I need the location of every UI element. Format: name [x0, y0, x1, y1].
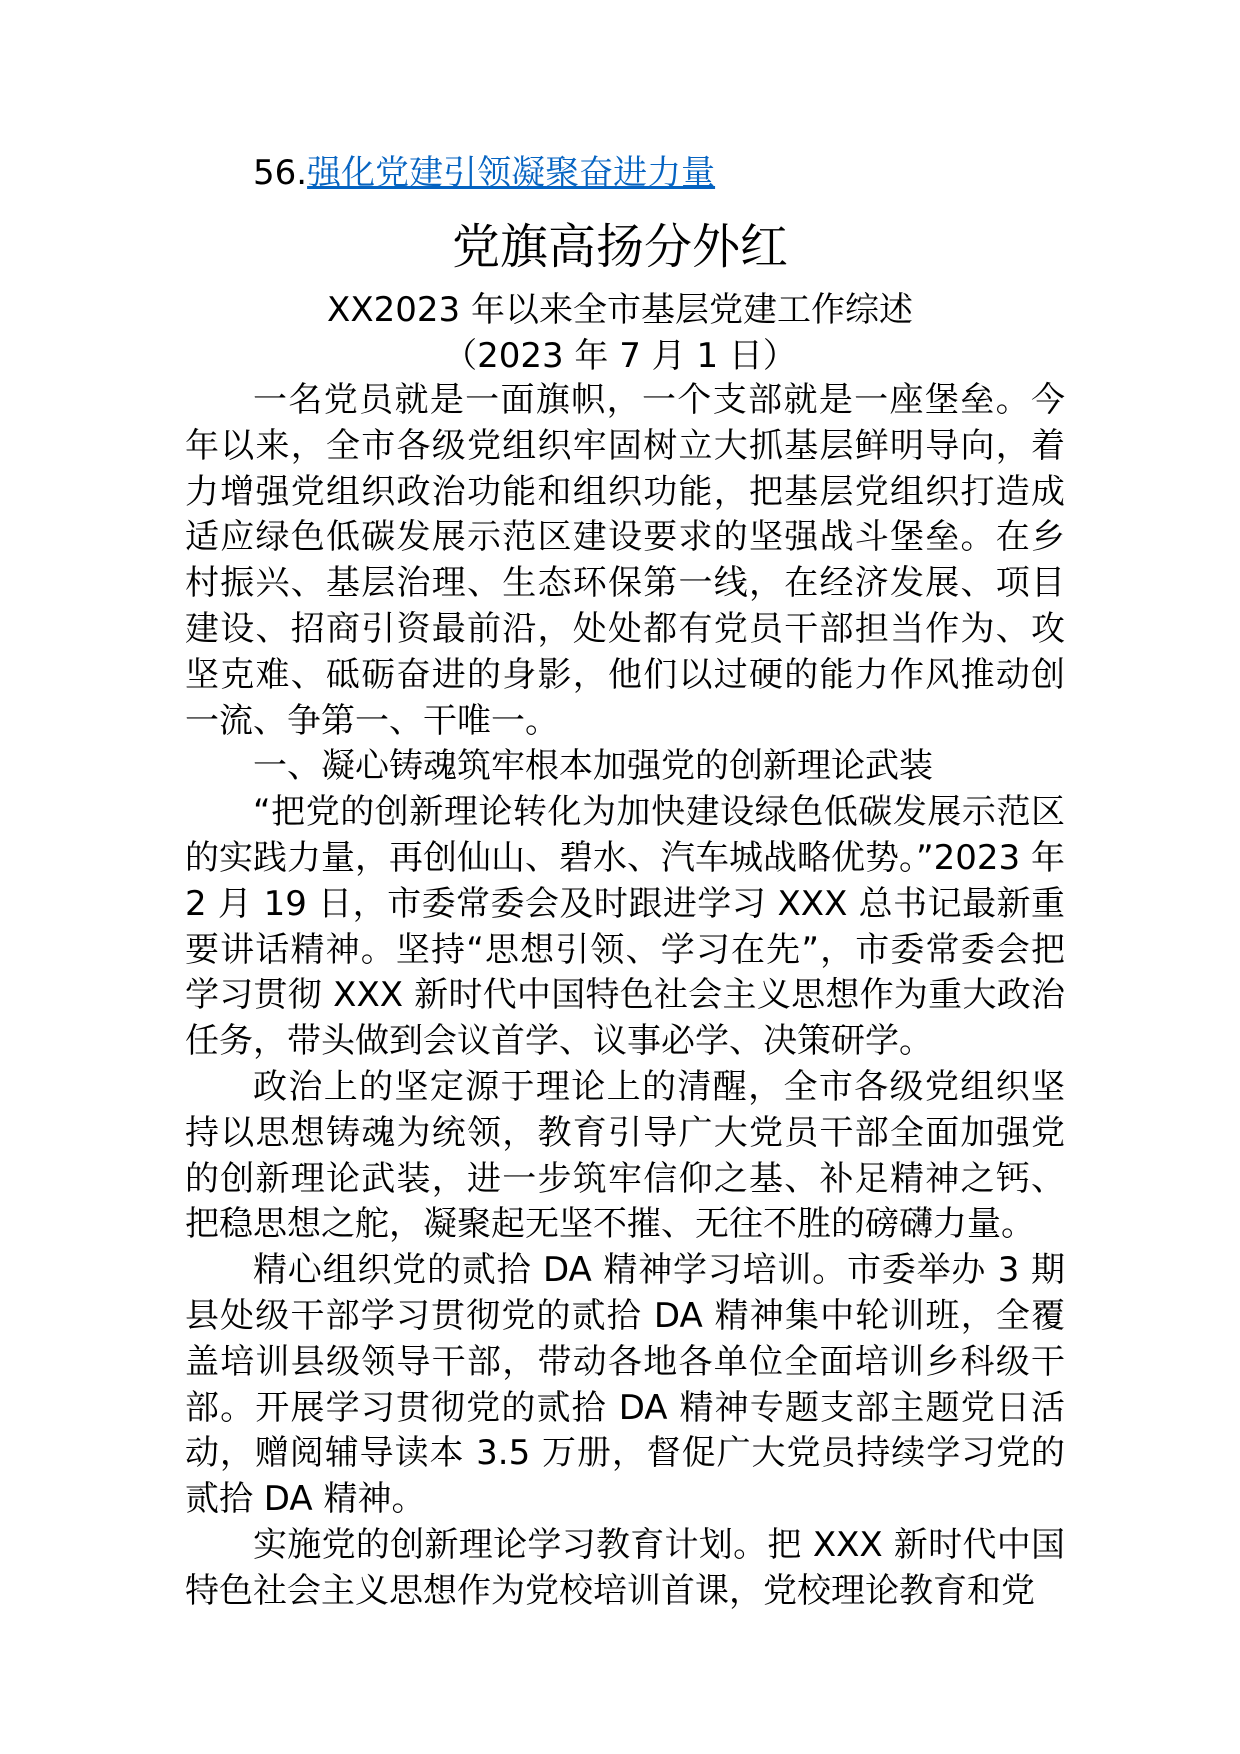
paragraph-intro: 一名党员就是一面旗帜，一个支部就是一座堡垒。今年以来，全市各级党组织牢固树立大抓基层鲜明导向，着力增强党组织政治功能和组织功能，把基层党组织打造成适应绿色低碳发展示范区建设要求的坚强战斗堡垒。在乡村振兴、基层治理、生态环保第一线，在经济发展、项目建设、招商引资最前沿，处处都有党员干部担当作为、攻坚克难、砥砺奋进的身影，他们以过硬的能力作风推动创一流、争第一、干唯一。 — [185, 380, 1065, 741]
article-number: 56. — [253, 153, 308, 193]
document-subtitle: XX2023 年以来全市基层党建工作综述 — [327, 290, 913, 330]
paragraph: 实施党的创新理论学习教育计划。把 XXX 新时代中国特色社会主义思想作为党校培训首课，党校理论教育和党 — [185, 1524, 1065, 1611]
paragraph: 精心组织党的贰拾 DA 精神学习培训。市委举办 3 期县处级干部学习贯彻党的贰拾 DA 精神集中轮训班，全覆盖培训县级领导干部，带动各地各单位全面培训乡科级干部。开展学习贯彻党的贰拾 DA 精神专题支部主题党日活动，赠阅辅导读本 3.5 万册，督促广大党员持续学习党的贰拾 DA 精神。 — [185, 1250, 1065, 1520]
document-date: （2023 年 7 月 1 日） — [443, 336, 797, 376]
article-link[interactable]: 强化党建引领凝聚奋进力量 — [307, 153, 716, 193]
section-heading: 一、凝心铸魂筑牢根本加强党的创新理论武装 — [253, 746, 933, 787]
article-heading-line — [253, 148, 715, 198]
document-title: 党旗高扬分外红 — [451, 219, 788, 275]
paragraph: “把党的创新理论转化为加快建设绿色低碳发展示范区的实践力量，再创仙山、碧水、汽车城战略优势。”2023 年 2 月 19 日，市委常委会及时跟进学习 XXX 总书记最新重要讲话精神。坚持“思想引领、学习在先”，市委常委会把学习贯彻 XXX 新时代中国特色社会主义思想作为重大政治任务，带头做到会议首学、议事必学、决策研学。 — [185, 792, 1065, 1062]
document-body — [185, 378, 1065, 1615]
paragraph: 政治上的坚定源于理论上的清醒，全市各级党组织坚持以思想铸魂为统领，教育引导广大党员干部全面加强党的创新理论武装，进一步筑牢信仰之基、补足精神之钙、把稳思想之舵，凝聚起无坚不摧、无往不胜的磅礴力量。 — [185, 1066, 1065, 1245]
